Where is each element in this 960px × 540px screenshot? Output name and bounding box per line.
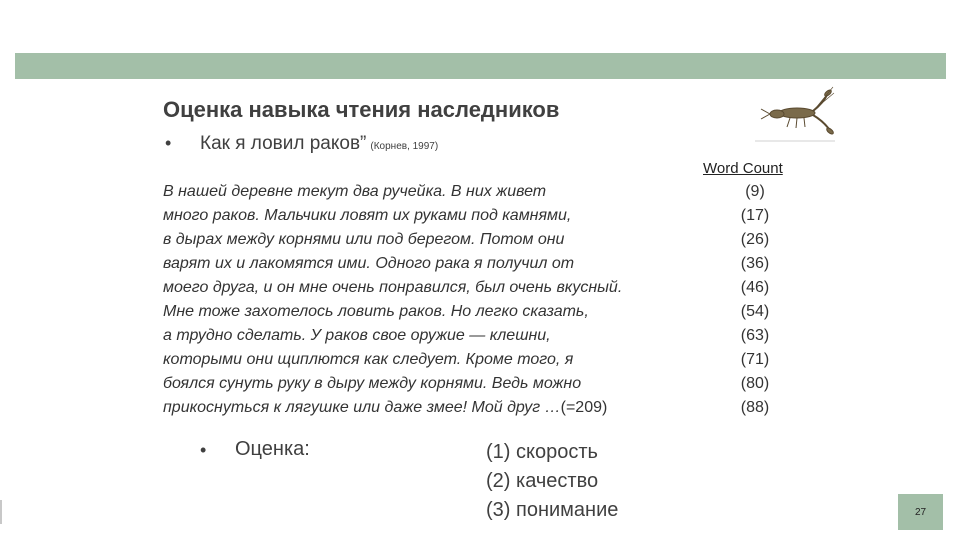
story-text [163, 180, 703, 420]
story-line: в дырах между корнями или под берегом. Потом они [163, 231, 565, 248]
story-line: В нашей деревне текут два ручейка. В них живет [163, 183, 547, 200]
word-count-header: Word Count [703, 160, 783, 177]
page-number-text: 27 [914, 506, 927, 518]
word-count: (9) [745, 183, 765, 200]
word-count-column [730, 180, 780, 420]
top-accent-bar [15, 53, 946, 79]
edge-marker [0, 500, 2, 524]
citation: (Корнев, 1997) [370, 141, 439, 152]
story-line: Мне тоже захотелось ловить раков. Но легко сказать, [163, 303, 589, 320]
word-count: (63) [740, 327, 770, 344]
evaluation-label: Оценка: [235, 438, 310, 460]
story-line: варят их и лакомятся ими. Одного рака я получил от [163, 255, 575, 272]
criterion-quality: (2) качество [486, 470, 599, 492]
criterion-speed: (1) скорость [486, 441, 598, 463]
evaluation-criteria [486, 438, 618, 525]
story-line: а трудно сделать. У раков свое оружие — клешни, [163, 327, 551, 344]
story-total: (=209) [560, 399, 608, 416]
word-count: (46) [740, 279, 770, 296]
story-line: моего друга, и он мне очень понравился, был очень вкусный. [163, 279, 623, 296]
word-count: (54) [740, 303, 770, 320]
story-line: которыми они щиплются как следует. Кроме того, я [163, 351, 574, 368]
story-subtitle [200, 133, 438, 155]
story-line: прикоснуться к лягушке или даже змее! Мой друг … [163, 399, 561, 416]
story-line: боялся сунуть руку в дыру между корнями. Ведь можно [163, 375, 582, 392]
word-count: (26) [740, 231, 770, 248]
story-line-last [163, 396, 703, 420]
slide-title: Оценка навыка чтения наследников [163, 97, 560, 122]
word-count: (80) [740, 375, 770, 392]
evaluation-bullet: • [200, 440, 207, 460]
word-count: (71) [740, 351, 770, 368]
word-count: (88) [740, 399, 770, 416]
page-number [898, 494, 943, 530]
subtitle-bullet: • [165, 133, 172, 153]
crayfish-icon [755, 85, 835, 147]
word-count: (17) [740, 207, 770, 224]
criterion-comprehension: (3) понимание [486, 499, 619, 521]
story-line: много раков. Мальчики ловят их руками под камнями, [163, 207, 572, 224]
story-title: Как я ловил раков” [200, 133, 367, 154]
word-count: (36) [740, 255, 770, 272]
